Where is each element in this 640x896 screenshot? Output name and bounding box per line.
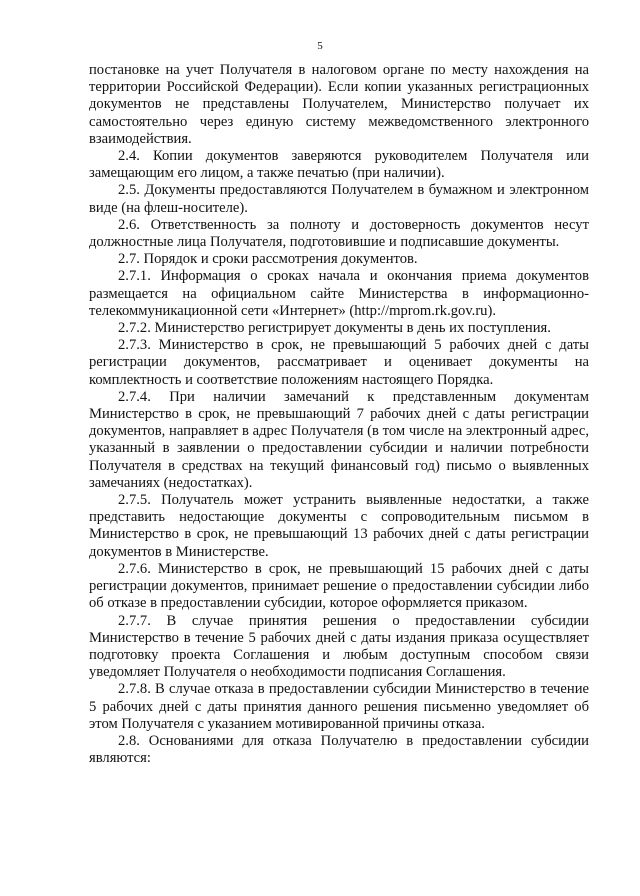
paragraph-2-8: 2.8. Основаниями для отказа Получателю в предоставлении субсидии являются: (89, 732, 589, 767)
paragraph-2-7-3: 2.7.3. Министерство в срок, не превышающий 5 рабочих дней с даты регистрации документов, рассматривает и оценивает документы на комплектность и соответствие положениям настоящего Порядка. (89, 337, 589, 388)
paragraph-2-4: 2.4. Копии документов заверяются руководителем Получателя или замещающим его лицом, а также печатью (при наличии). (89, 148, 589, 182)
paragraph-2-7-6: 2.7.6. Министерство в срок, не превышающий 15 рабочих дней с даты регистрации документов, принимает решение о предоставлении субсидии либо об отказе в предоставлении субсидии, которое оформляется приказом. (89, 560, 589, 612)
paragraph-2-7-7: 2.7.7. В случае принятия решения о предоставлении субсидии Министерство в течение 5 рабочих дней с даты издания приказа осуществляет подготовку проекта Соглашения и любым доступным способом связи уведомляет Получателя о необходимости подписания Соглашения. (89, 612, 589, 681)
paragraph-2-7-5: 2.7.5. Получатель может устранить выявленные недостатки, а также представить недостающие документы с сопроводительным письмом в Министерство в срок, не превышающий 13 рабочих дней с даты регистрации документов в Министерстве. (89, 492, 589, 560)
paragraph-2-6: 2.6. Ответственность за полноту и достоверность документов несут должностные лица Получателя, подготовившие и подписавшие документы. (89, 216, 589, 251)
page-number: 5 (317, 40, 323, 52)
document-body (89, 62, 589, 767)
paragraph-2-5: 2.5. Документы предоставляются Получателем в бумажном и электронном виде (на флеш-носителе). (89, 182, 589, 216)
paragraph-2-7-4: 2.7.4. При наличии замечаний к представленным документам Министерство в срок, не превышающий 7 рабочих дней с даты регистрации документов, направляет в адрес Получателя (в том числе на электронный адрес, указанный в заявлении о предоставлении субсидии и наличии потребности Получателя в средствах на текущий финансовый год) письмо о выявленных замечаниях (недостатках). (89, 388, 589, 491)
paragraph-2-7-1: 2.7.1. Информация о сроках начала и окончания приема документов размещается на официальном сайте Министерства в информационно-телекоммуникационной сети «Интернет» (http://mprom.rk.gov.ru). (89, 268, 589, 319)
paragraph-2-7-8: 2.7.8. В случае отказа в предоставлении субсидии Министерство в течение 5 рабочих дней с даты принятия данного решения письменно уведомляет об этом Получателя с указанием мотивированной причины отказа. (89, 681, 589, 732)
paragraph-2-7: 2.7. Порядок и сроки рассмотрения документов. (118, 251, 418, 268)
paragraph-continuation: постановке на учет Получателя в налоговом органе по месту нахождения на территории Российской Федерации). Если копии указанных регистрационных документов не представлены Получателем, Министерство получает их самостоятельно через единую систему межведомственного электронного взаимодействия. (89, 62, 589, 147)
paragraph-2-7-2: 2.7.2. Министерство регистрирует документы в день их поступления. (118, 320, 551, 337)
